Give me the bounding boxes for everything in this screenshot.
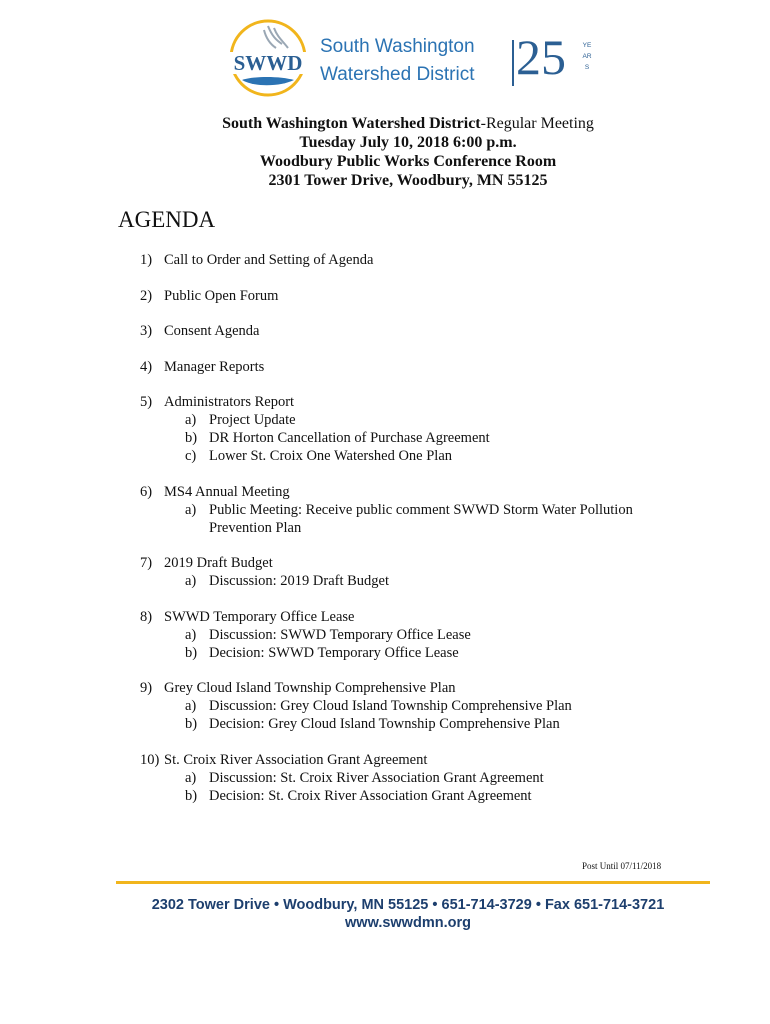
- agenda-item-line: [140, 358, 669, 376]
- agenda-subitem: [140, 644, 669, 662]
- agenda-subitem-text: Discussion: SWWD Temporary Office Lease: [209, 626, 471, 643]
- agenda-subitem-letter: a): [185, 626, 197, 643]
- agenda-item: [140, 287, 669, 305]
- meeting-title-line: [0, 114, 770, 133]
- agenda-item-number: 5): [140, 394, 153, 410]
- footer-contact: 2302 Tower Drive • Woodbury, MN 55125 • 651-714-3729 • Fax 651-714-3721: [151, 897, 665, 913]
- meeting-type: -Regular Meeting: [480, 115, 594, 132]
- agenda-subitem: [140, 572, 669, 590]
- footer: [0, 896, 770, 932]
- meeting-address: 2301 Tower Drive, Woodbury, MN 55125: [268, 172, 548, 189]
- agenda-item-label: St. Croix River Association Grant Agreement: [164, 751, 428, 768]
- agenda-subitem-letter: b): [185, 430, 198, 446]
- agenda-item-label: Call to Order and Setting of Agenda: [164, 252, 374, 268]
- agenda-item-label: SWWD Temporary Office Lease: [164, 608, 355, 625]
- agenda-subitem-text: Project Update: [209, 412, 296, 428]
- meeting-date: Tuesday July 10, 2018 6:00 p.m.: [299, 134, 517, 151]
- agenda-item-number: 9): [140, 680, 153, 696]
- logo-anniversary: 25: [516, 29, 566, 85]
- agenda-item-number: 4): [140, 358, 153, 375]
- agenda-subitem-text: DR Horton Cancellation of Purchase Agreement: [209, 430, 490, 446]
- agenda-item-line: [140, 287, 669, 305]
- agenda-subitem: [140, 769, 669, 787]
- agenda-subitem-text: Lower St. Croix One Watershed One Plan: [209, 448, 453, 464]
- posting-notice: Post Until 07/11/2018: [582, 861, 662, 871]
- agenda-subitem-text: Discussion: Grey Cloud Island Township Comprehensive Plan: [209, 698, 572, 714]
- agenda-subitem-text: Public Meeting: Receive public comment SWWD Storm Water Pollution Prevention Plan: [209, 501, 633, 536]
- agenda-item-label: MS4 Annual Meeting: [164, 483, 290, 500]
- footer-website: www.swwdmn.org: [345, 915, 471, 931]
- agenda-item-line: [140, 251, 669, 269]
- agenda-item: [140, 554, 669, 590]
- agenda-heading: AGENDA: [118, 207, 216, 232]
- agenda-item: [140, 679, 669, 733]
- agenda-item: [140, 322, 669, 340]
- agenda-item-line: [140, 393, 669, 411]
- agenda-item-number: 2): [140, 287, 153, 304]
- agenda-subitem-letter: c): [185, 448, 197, 464]
- agenda-item-line: [140, 679, 669, 697]
- agenda-item-line: [140, 322, 669, 340]
- swwd-emblem-icon: [220, 18, 316, 100]
- agenda-subitem-letter: a): [185, 769, 197, 786]
- agenda-item-number: 1): [140, 252, 153, 268]
- agenda-item-label: Grey Cloud Island Township Comprehensive Plan: [164, 680, 456, 696]
- agenda-subitem-letter: b): [185, 716, 198, 732]
- agenda-subitem-text: Decision: Grey Cloud Island Township Comprehensive Plan: [209, 716, 560, 732]
- agenda-subitem: [140, 447, 669, 465]
- agenda-subitem: [140, 501, 669, 537]
- agenda-item-number: 8): [140, 608, 153, 625]
- logo-line-1: South Washington: [320, 36, 475, 57]
- meeting-header: [0, 114, 770, 190]
- meeting-location: Woodbury Public Works Conference Room: [259, 153, 557, 170]
- agenda-subitem-letter: a): [185, 698, 197, 714]
- agenda-item-number: 6): [140, 483, 153, 500]
- agenda-item: [140, 251, 669, 269]
- agenda-item: [140, 751, 669, 805]
- footer-divider: [116, 881, 710, 884]
- agenda-item-number: 10): [140, 751, 160, 768]
- agenda-item-line: [140, 751, 669, 769]
- agenda-item-line: [140, 483, 669, 501]
- agenda-item: [140, 483, 669, 537]
- agenda-item-label: Manager Reports: [164, 358, 265, 375]
- agenda-item: [140, 608, 669, 662]
- agenda-subitem: [140, 697, 669, 715]
- agenda-subitem-letter: a): [185, 412, 197, 428]
- agenda-subitem-letter: b): [185, 644, 198, 661]
- swwd-logo: [220, 18, 600, 100]
- agenda-subitem-text: Decision: SWWD Temporary Office Lease: [209, 644, 459, 661]
- agenda-subitem: [140, 715, 669, 733]
- agenda-subitem-letter: a): [185, 573, 197, 589]
- agenda-item-number: 3): [140, 323, 153, 339]
- agenda-subitem: [140, 787, 669, 805]
- agenda-subitem-letter: b): [185, 787, 198, 804]
- agenda-subitem-text: Decision: St. Croix River Association Grant Agreement: [209, 787, 532, 804]
- agenda-subitem: [140, 411, 669, 429]
- agenda-item-label: Public Open Forum: [164, 287, 279, 304]
- agenda-subitem-text: Discussion: St. Croix River Association Grant Agreement: [209, 769, 544, 786]
- agenda-item-line: [140, 554, 669, 572]
- agenda-item-line: [140, 608, 669, 626]
- agenda-subitem: [140, 626, 669, 644]
- agenda-subitem: [140, 429, 669, 447]
- agenda-item: [140, 358, 669, 376]
- logo-divider: [512, 40, 514, 86]
- agenda-list: [140, 251, 669, 822]
- agenda-subitem-letter: a): [185, 501, 197, 518]
- logo-monogram: SWWD: [233, 51, 303, 75]
- logo-line-2: Watershed District: [320, 64, 475, 85]
- agenda-item-label: Administrators Report: [164, 394, 295, 410]
- agenda-item-number: 7): [140, 555, 153, 571]
- org-name: South Washington Watershed District: [222, 115, 481, 132]
- logo-years: YEARS: [582, 42, 592, 71]
- agenda-subitem-text: Discussion: 2019 Draft Budget: [209, 573, 390, 589]
- agenda-item-label: Consent Agenda: [164, 323, 260, 339]
- agenda-item-label: 2019 Draft Budget: [164, 555, 273, 571]
- agenda-item: [140, 393, 669, 465]
